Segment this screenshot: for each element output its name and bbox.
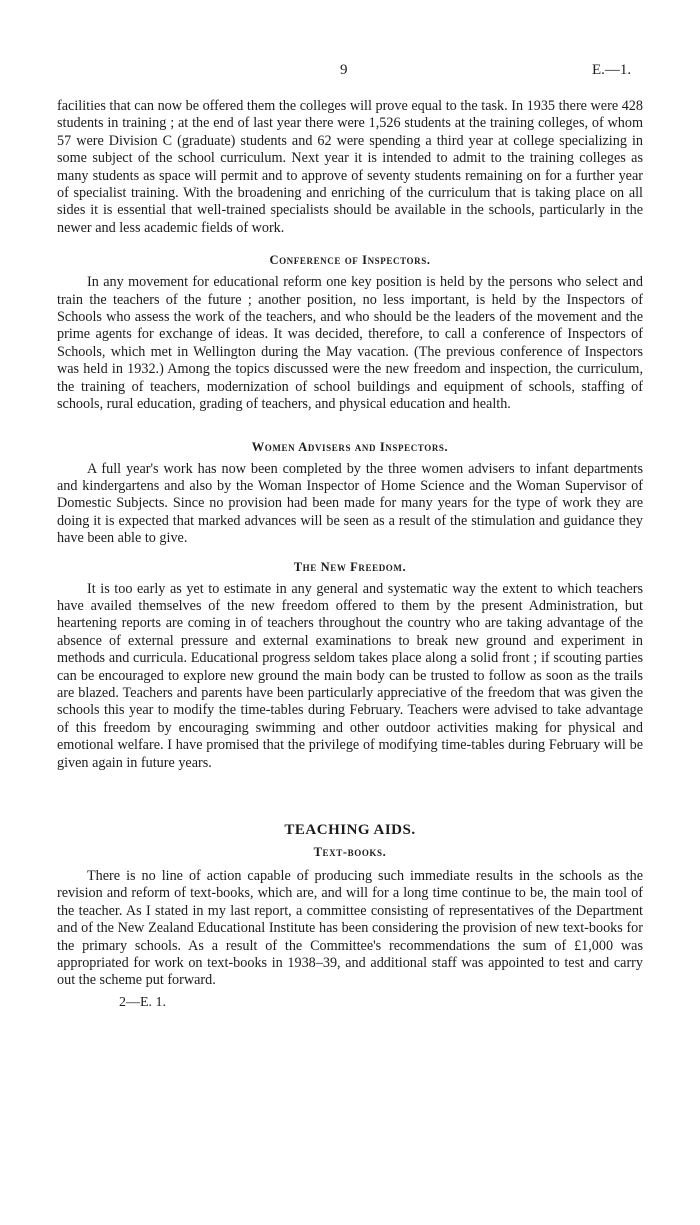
teaching-aids-title: TEACHING AIDS. bbox=[284, 822, 416, 838]
section-body-women-advisers: A full year's work has now been completed by the three women advisers to infant departments and kindergartens and also by the Woman Inspector of Home Science and the Woman Supervisor of Domestic Subjects. Since no provision had been made for many years for the type of work they are doing it is expected that marked advances will be seen as a result of the stimulation and guidance they have been able to give. bbox=[57, 460, 643, 547]
document-reference: E.—1. bbox=[592, 62, 632, 78]
section-heading-new-freedom: The New Freedom. bbox=[293, 559, 407, 574]
section-body-new-freedom: It is too early as yet to estimate in any general and systematic way the extent to which teachers have availed themselves of the new freedom offered to them by the present Administration, but heartening reports are coming in of teachers throughout the country who are taking advantage of the absence of external pressure and external examinations to break new ground and experiment in methods and curricula. Educational progress seldom takes place along a solid front ; if scouting parties can be encouraged to explore new ground the main body can be trusted to follow as soon as the trails are blazed. Teachers and parents have been particularly appreciative of the freedom that was given the schools this year to modify the time-tables during February. Teachers were advised to take advantage of this freedom by encouraging swimming and other outdoor activities making for physical and emotional welfare. I have promised that the privilege of modifying time-tables during February will be given again in future years. bbox=[57, 580, 643, 771]
text-books-subheading: Text-books. bbox=[313, 845, 387, 859]
page-header bbox=[0, 62, 700, 82]
intro-paragraph: facilities that can now be offered them the colleges will prove equal to the task. In 1935 there were 428 students in training ; at the end of last year there were 1,526 students at the training colleges, of whom 57 were Division C (graduate) students and 62 were spending a third year at college specializing in some subject of the school curriculum. Next year it is intended to admit to the training colleges as many students as space will permit and to approve of seventy students remaining on for a further year of specialist training. With the broadening and enriching of the curriculum that is taking place on all sides it is essential that well-trained specialists should be available in the schools, particularly in the newer and less academic fields of work. bbox=[57, 98, 643, 236]
text-books-body: There is no line of action capable of producing such immediate results in the schools as the revision and reform of text-books, which are, and will for a long time continue to be, the main tool of the teacher. As I stated in my last report, a committee consisting of representatives of the Department and of the New Zealand Educational Institute has been considering the provision of new text-books for the primary schools. As a result of the Committee's recommendations the sum of £1,000 was appropriated for work on text-books in 1938–39, and additional staff was appointed to test and carry out the scheme put forward. bbox=[57, 868, 643, 989]
signature-mark: 2—E. 1. bbox=[119, 994, 167, 1010]
page-body bbox=[57, 98, 643, 1011]
page-number: 9 bbox=[340, 62, 348, 78]
section-body-conference: In any movement for educational reform one key position is held by the persons who select and train the teachers of the future ; another position, no less important, is held by the Inspectors of Schools who assess the work of the teachers, and who should be the leaders of the movement and the prime agents for exchange of ideas. It was decided, therefore, to call a conference of Inspectors of Schools, which met in Wellington during the May vacation. (The previous conference of Inspectors was held in 1932.) Among the topics discussed were the new freedom and inspection, the curriculum, the training of teachers, modernization of school buildings and equipment of schools, staffing of schools, rural education, grading of teachers, and physical education and health. bbox=[57, 274, 643, 413]
section-heading-women-advisers: Women Advisers and Inspectors. bbox=[251, 439, 449, 454]
section-heading-conference: Conference of Inspectors. bbox=[269, 253, 431, 268]
